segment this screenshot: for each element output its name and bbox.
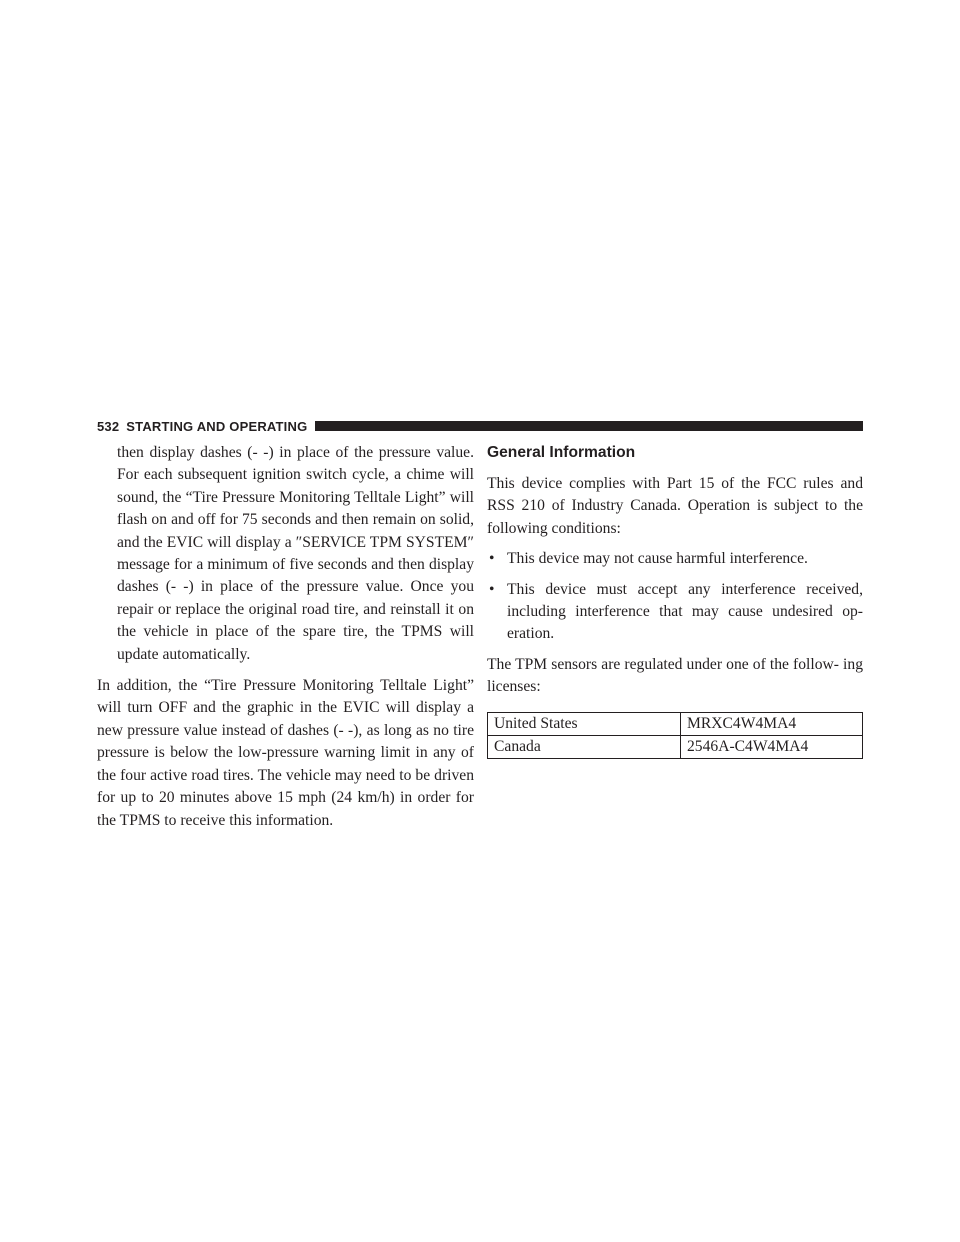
list-item-text: This device must accept any interference received, including interference that may cause undesired op- eration. (507, 580, 863, 643)
conditions-list (487, 548, 863, 646)
license-cell: MRXC4W4MA4 (681, 712, 863, 735)
license-cell: 2546A-C4W4MA4 (681, 735, 863, 758)
right-column (487, 442, 863, 759)
page-number: 532 (97, 418, 120, 434)
fcc-intro-paragraph: This device complies with Part 15 of the FCC rules and RSS 210 of Industry Canada. Operation is subject to the following conditions: (487, 475, 863, 537)
list-item (487, 548, 863, 570)
bullet-icon: • (489, 580, 495, 598)
left-column (97, 442, 474, 832)
table-row (488, 735, 863, 758)
section-heading: General Information (487, 444, 636, 461)
bullet-icon: • (489, 550, 495, 568)
paragraph-tpms-update: In addition, the “Tire Pressure Monitoring Telltale Light” will turn OFF and the graphic in the EVIC will display a new pressure value instead of dashes (- -), as long as no tire pressure is below the low-pressure warning limit in any of the four active road tires. The vehicle may need to be driven for up to 20 minutes above 15 mph (24 km/h) in order for the TPMS to receive this information. (97, 677, 474, 829)
continued-paragraph: then display dashes (- -) in place of the pressure value. For each subsequent ignition switch cycle, a chime will sound, the “Tire Pressure Monitoring Telltale Light” will flash on and off for 75 seconds and then remain on solid, and the EVIC will display a ″SERVICE TPM SYSTEM″ message for a minimum of five seconds and then display dashes (- -) in place of the pressure value. Once you repair or replace the original road tire, and reinstall it on the vehicle in place of the spare tire, the TPMS will update automatically. (117, 444, 474, 663)
country-cell: Canada (488, 735, 681, 758)
list-item-text: This device may not cause harmful interference. (507, 550, 808, 568)
country-cell: United States (488, 712, 681, 735)
page-header (97, 418, 863, 434)
licenses-intro-paragraph: The TPM sensors are regulated under one of the follow- ing licenses: (487, 655, 863, 696)
table-row (488, 712, 863, 735)
header-rule (315, 421, 863, 431)
section-title: STARTING AND OPERATING (126, 418, 308, 434)
licenses-table (487, 712, 863, 759)
list-item (487, 579, 863, 646)
